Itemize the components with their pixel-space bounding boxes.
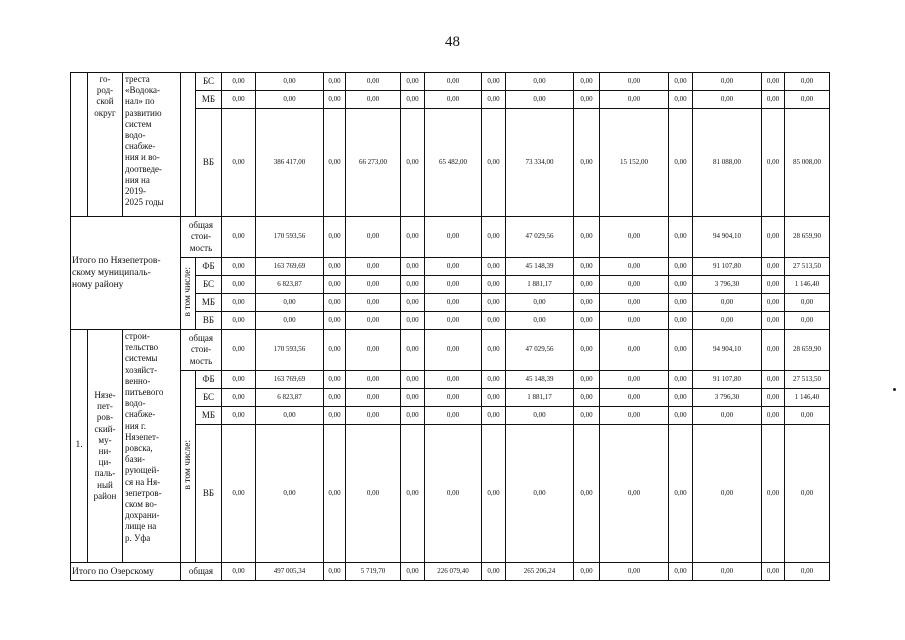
value-cell: 0,00: [346, 294, 401, 312]
fund-label: ФБ: [196, 371, 222, 389]
value-cell: 497 005,34: [256, 563, 324, 581]
value-cell: 0,00: [482, 276, 506, 294]
value-cell: 0,00: [482, 109, 506, 217]
value-cell: 0,00: [600, 276, 669, 294]
value-cell: 0,00: [762, 312, 785, 330]
value-cell: 0,00: [600, 371, 669, 389]
value-cell: 0,00: [222, 312, 256, 330]
value-cell: 0,00: [482, 389, 506, 407]
v-tom-chisle-cell: [181, 371, 196, 563]
value-cell: 28 659,90: [785, 217, 830, 258]
value-cell: 0,00: [346, 217, 401, 258]
value-cell: 0,00: [425, 389, 482, 407]
value-cell: 0,00: [669, 276, 693, 294]
value-cell: 3 796,30: [693, 389, 762, 407]
district-name: го- род- ской округ: [88, 73, 123, 217]
value-cell: 0,00: [401, 91, 425, 109]
itogo-label: Итого по Нязепетров- скому муниципаль- ному району: [71, 217, 181, 330]
value-cell: 91 107,80: [693, 258, 762, 276]
fund-label: МБ: [196, 91, 222, 109]
value-cell: 0,00: [785, 73, 830, 91]
value-cell: 0,00: [401, 312, 425, 330]
value-cell: 0,00: [324, 371, 346, 389]
fund-label: БС: [196, 276, 222, 294]
fund-label: ВБ: [196, 425, 222, 563]
value-cell: 0,00: [693, 91, 762, 109]
value-cell: 386 417,00: [256, 109, 324, 217]
total-cost-label: общая стои- мость: [181, 330, 222, 371]
value-cell: 0,00: [482, 312, 506, 330]
value-cell: 0,00: [574, 407, 600, 425]
value-cell: 0,00: [762, 371, 785, 389]
value-cell: 0,00: [785, 407, 830, 425]
value-cell: 0,00: [574, 109, 600, 217]
value-cell: 0,00: [574, 294, 600, 312]
value-cell: 0,00: [346, 91, 401, 109]
value-cell: 0,00: [482, 330, 506, 371]
value-cell: 0,00: [574, 371, 600, 389]
value-cell: 47 029,56: [506, 217, 574, 258]
value-cell: 0,00: [324, 91, 346, 109]
value-cell: 0,00: [574, 258, 600, 276]
value-cell: 0,00: [785, 294, 830, 312]
value-cell: 0,00: [669, 389, 693, 407]
table-row: [71, 73, 830, 91]
fund-label: БС: [196, 73, 222, 91]
value-cell: 0,00: [506, 312, 574, 330]
row-number: 1.: [71, 330, 88, 563]
value-cell: 0,00: [600, 425, 669, 563]
value-cell: 0,00: [762, 563, 785, 581]
value-cell: 265 206,24: [506, 563, 574, 581]
value-cell: 0,00: [324, 563, 346, 581]
value-cell: 0,00: [600, 312, 669, 330]
value-cell: 0,00: [762, 330, 785, 371]
value-cell: 0,00: [401, 294, 425, 312]
fund-label: ВБ: [196, 312, 222, 330]
value-cell: 0,00: [762, 73, 785, 91]
value-cell: 0,00: [600, 258, 669, 276]
value-cell: 0,00: [425, 371, 482, 389]
value-cell: 0,00: [425, 312, 482, 330]
stray-dot: [893, 388, 896, 391]
table-row: [71, 371, 830, 389]
value-cell: 0,00: [346, 371, 401, 389]
value-cell: 0,00: [256, 407, 324, 425]
value-cell: 0,00: [482, 371, 506, 389]
value-cell: 0,00: [324, 276, 346, 294]
value-cell: 0,00: [222, 258, 256, 276]
value-cell: 170 593,56: [256, 217, 324, 258]
value-cell: 0,00: [506, 407, 574, 425]
v-tom-chisle-cell: [181, 258, 196, 330]
value-cell: 0,00: [574, 217, 600, 258]
value-cell: 0,00: [574, 276, 600, 294]
value-cell: 0,00: [222, 425, 256, 563]
value-cell: 0,00: [600, 330, 669, 371]
value-cell: 0,00: [425, 425, 482, 563]
value-cell: 0,00: [401, 563, 425, 581]
fund-label: МБ: [196, 294, 222, 312]
value-cell: 0,00: [256, 425, 324, 563]
value-cell: 0,00: [669, 217, 693, 258]
fund-label: МБ: [196, 407, 222, 425]
table-row-total: [71, 330, 830, 371]
value-cell: 0,00: [401, 276, 425, 294]
value-cell: 0,00: [222, 371, 256, 389]
value-cell: 0,00: [346, 312, 401, 330]
total-cost-label: общая: [181, 563, 222, 581]
value-cell: 0,00: [574, 91, 600, 109]
value-cell: 0,00: [600, 563, 669, 581]
value-cell: 0,00: [346, 330, 401, 371]
value-cell: 0,00: [324, 217, 346, 258]
project-name: треста «Водока- нал» по развитию систем водо- снабже- ния и во- доотведе- ния на 2019- 2025 годы: [123, 73, 181, 217]
value-cell: 0,00: [669, 258, 693, 276]
number-cell: [71, 73, 88, 217]
value-cell: 0,00: [324, 330, 346, 371]
value-cell: 0,00: [574, 330, 600, 371]
value-cell: 0,00: [222, 563, 256, 581]
value-cell: 0,00: [401, 217, 425, 258]
value-cell: 0,00: [324, 258, 346, 276]
value-cell: 6 823,87: [256, 276, 324, 294]
v-tom-chisle-text: в том числе:: [182, 440, 193, 490]
value-cell: 0,00: [600, 389, 669, 407]
value-cell: 0,00: [600, 217, 669, 258]
value-cell: 0,00: [693, 407, 762, 425]
value-cell: 0,00: [574, 73, 600, 91]
value-cell: 3 796,30: [693, 276, 762, 294]
value-cell: 27 513,50: [785, 371, 830, 389]
value-cell: 0,00: [425, 276, 482, 294]
value-cell: 0,00: [324, 73, 346, 91]
value-cell: 65 482,00: [425, 109, 482, 217]
value-cell: 0,00: [222, 330, 256, 371]
value-cell: 0,00: [222, 217, 256, 258]
value-cell: 0,00: [506, 73, 574, 91]
value-cell: 0,00: [762, 276, 785, 294]
value-cell: 0,00: [425, 294, 482, 312]
value-cell: 27 513,50: [785, 258, 830, 276]
value-cell: 47 029,56: [506, 330, 574, 371]
table-row-itogo-ozersk: [71, 563, 830, 581]
value-cell: 226 079,40: [425, 563, 482, 581]
value-cell: 0,00: [222, 73, 256, 91]
value-cell: 0,00: [600, 73, 669, 91]
value-cell: 0,00: [669, 294, 693, 312]
value-cell: 0,00: [574, 312, 600, 330]
value-cell: 0,00: [425, 217, 482, 258]
fund-label: ВБ: [196, 109, 222, 217]
value-cell: 0,00: [401, 330, 425, 371]
value-cell: 1 881,17: [506, 276, 574, 294]
value-cell: 28 659,90: [785, 330, 830, 371]
value-cell: 0,00: [324, 109, 346, 217]
value-cell: 1 146,40: [785, 389, 830, 407]
value-cell: 0,00: [401, 371, 425, 389]
value-cell: 0,00: [669, 407, 693, 425]
value-cell: 85 008,00: [785, 109, 830, 217]
value-cell: 0,00: [785, 312, 830, 330]
value-cell: 0,00: [256, 91, 324, 109]
value-cell: 0,00: [401, 407, 425, 425]
value-cell: 0,00: [482, 258, 506, 276]
value-cell: 0,00: [401, 389, 425, 407]
value-cell: 0,00: [425, 73, 482, 91]
fund-label: ФБ: [196, 258, 222, 276]
value-cell: 0,00: [762, 425, 785, 563]
value-cell: 0,00: [693, 294, 762, 312]
value-cell: 0,00: [346, 425, 401, 563]
value-cell: 0,00: [222, 294, 256, 312]
value-cell: 0,00: [762, 407, 785, 425]
district-name: Нязе- пет- ров- ский- му- ни- ци- паль- ный район: [88, 330, 123, 563]
value-cell: 0,00: [693, 563, 762, 581]
value-cell: 0,00: [222, 276, 256, 294]
value-cell: 0,00: [506, 425, 574, 563]
value-cell: 0,00: [574, 389, 600, 407]
itogo-label: Итого по Озерскому: [71, 563, 181, 581]
value-cell: 0,00: [425, 407, 482, 425]
value-cell: 0,00: [324, 407, 346, 425]
value-cell: 0,00: [693, 425, 762, 563]
value-cell: 0,00: [482, 563, 506, 581]
value-cell: 0,00: [669, 425, 693, 563]
value-cell: 163 769,69: [256, 258, 324, 276]
value-cell: 0,00: [762, 258, 785, 276]
value-cell: 0,00: [574, 563, 600, 581]
value-cell: 6 823,87: [256, 389, 324, 407]
value-cell: 0,00: [785, 91, 830, 109]
value-cell: 0,00: [762, 389, 785, 407]
value-cell: 0,00: [600, 407, 669, 425]
value-cell: 0,00: [762, 91, 785, 109]
project-name: строи- тельство системы хозяйст- венно- питьевого водо- снабже- ния г. Нязепет- ровска, бази- рующей- ся на Ня- зепетров- ском во- дохрани- лище на р. Уфа: [123, 330, 181, 563]
value-cell: 0,00: [222, 91, 256, 109]
value-cell: 0,00: [785, 563, 830, 581]
empty-cell: [181, 73, 196, 217]
value-cell: 0,00: [324, 312, 346, 330]
value-cell: 0,00: [346, 258, 401, 276]
value-cell: 94 904,10: [693, 330, 762, 371]
value-cell: 0,00: [482, 217, 506, 258]
fund-label: БС: [196, 389, 222, 407]
value-cell: 0,00: [785, 425, 830, 563]
value-cell: 163 769,69: [256, 371, 324, 389]
value-cell: 45 148,39: [506, 371, 574, 389]
value-cell: 0,00: [762, 109, 785, 217]
value-cell: 94 904,10: [693, 217, 762, 258]
value-cell: 0,00: [762, 217, 785, 258]
budget-table: [70, 72, 830, 581]
value-cell: 0,00: [256, 294, 324, 312]
value-cell: 0,00: [669, 91, 693, 109]
value-cell: 0,00: [425, 258, 482, 276]
value-cell: 1 881,17: [506, 389, 574, 407]
value-cell: 0,00: [669, 312, 693, 330]
value-cell: 0,00: [401, 109, 425, 217]
value-cell: 0,00: [222, 407, 256, 425]
value-cell: 5 719,70: [346, 563, 401, 581]
value-cell: 0,00: [425, 91, 482, 109]
value-cell: 0,00: [346, 73, 401, 91]
value-cell: 0,00: [346, 276, 401, 294]
value-cell: 0,00: [222, 389, 256, 407]
value-cell: 1 146,40: [785, 276, 830, 294]
value-cell: 0,00: [669, 73, 693, 91]
value-cell: 0,00: [669, 563, 693, 581]
value-cell: 81 088,00: [693, 109, 762, 217]
value-cell: 0,00: [346, 407, 401, 425]
value-cell: 0,00: [482, 407, 506, 425]
value-cell: 0,00: [693, 73, 762, 91]
value-cell: 0,00: [324, 389, 346, 407]
value-cell: 0,00: [324, 294, 346, 312]
table-row-total: [71, 217, 830, 258]
value-cell: 0,00: [482, 425, 506, 563]
value-cell: 0,00: [401, 73, 425, 91]
value-cell: 0,00: [482, 91, 506, 109]
value-cell: 0,00: [762, 294, 785, 312]
value-cell: 0,00: [222, 109, 256, 217]
value-cell: 91 107,80: [693, 371, 762, 389]
value-cell: 170 593,56: [256, 330, 324, 371]
value-cell: 0,00: [401, 258, 425, 276]
value-cell: 0,00: [425, 330, 482, 371]
value-cell: 0,00: [401, 425, 425, 563]
value-cell: 0,00: [256, 312, 324, 330]
value-cell: 0,00: [669, 330, 693, 371]
value-cell: 0,00: [346, 389, 401, 407]
value-cell: 0,00: [482, 294, 506, 312]
value-cell: 0,00: [506, 294, 574, 312]
value-cell: 0,00: [600, 294, 669, 312]
total-cost-label: общая стои- мость: [181, 217, 222, 258]
value-cell: 45 148,39: [506, 258, 574, 276]
value-cell: 66 273,00: [346, 109, 401, 217]
value-cell: 0,00: [506, 91, 574, 109]
page-number: 48: [445, 34, 460, 50]
table-row: [71, 258, 830, 276]
value-cell: 0,00: [256, 73, 324, 91]
value-cell: 0,00: [693, 312, 762, 330]
v-tom-chisle-text: в том числе:: [182, 267, 193, 317]
value-cell: 0,00: [324, 425, 346, 563]
value-cell: 0,00: [669, 371, 693, 389]
value-cell: 0,00: [482, 73, 506, 91]
value-cell: 0,00: [600, 91, 669, 109]
value-cell: 0,00: [574, 425, 600, 563]
value-cell: 0,00: [669, 109, 693, 217]
value-cell: 73 334,00: [506, 109, 574, 217]
value-cell: 15 152,00: [600, 109, 669, 217]
